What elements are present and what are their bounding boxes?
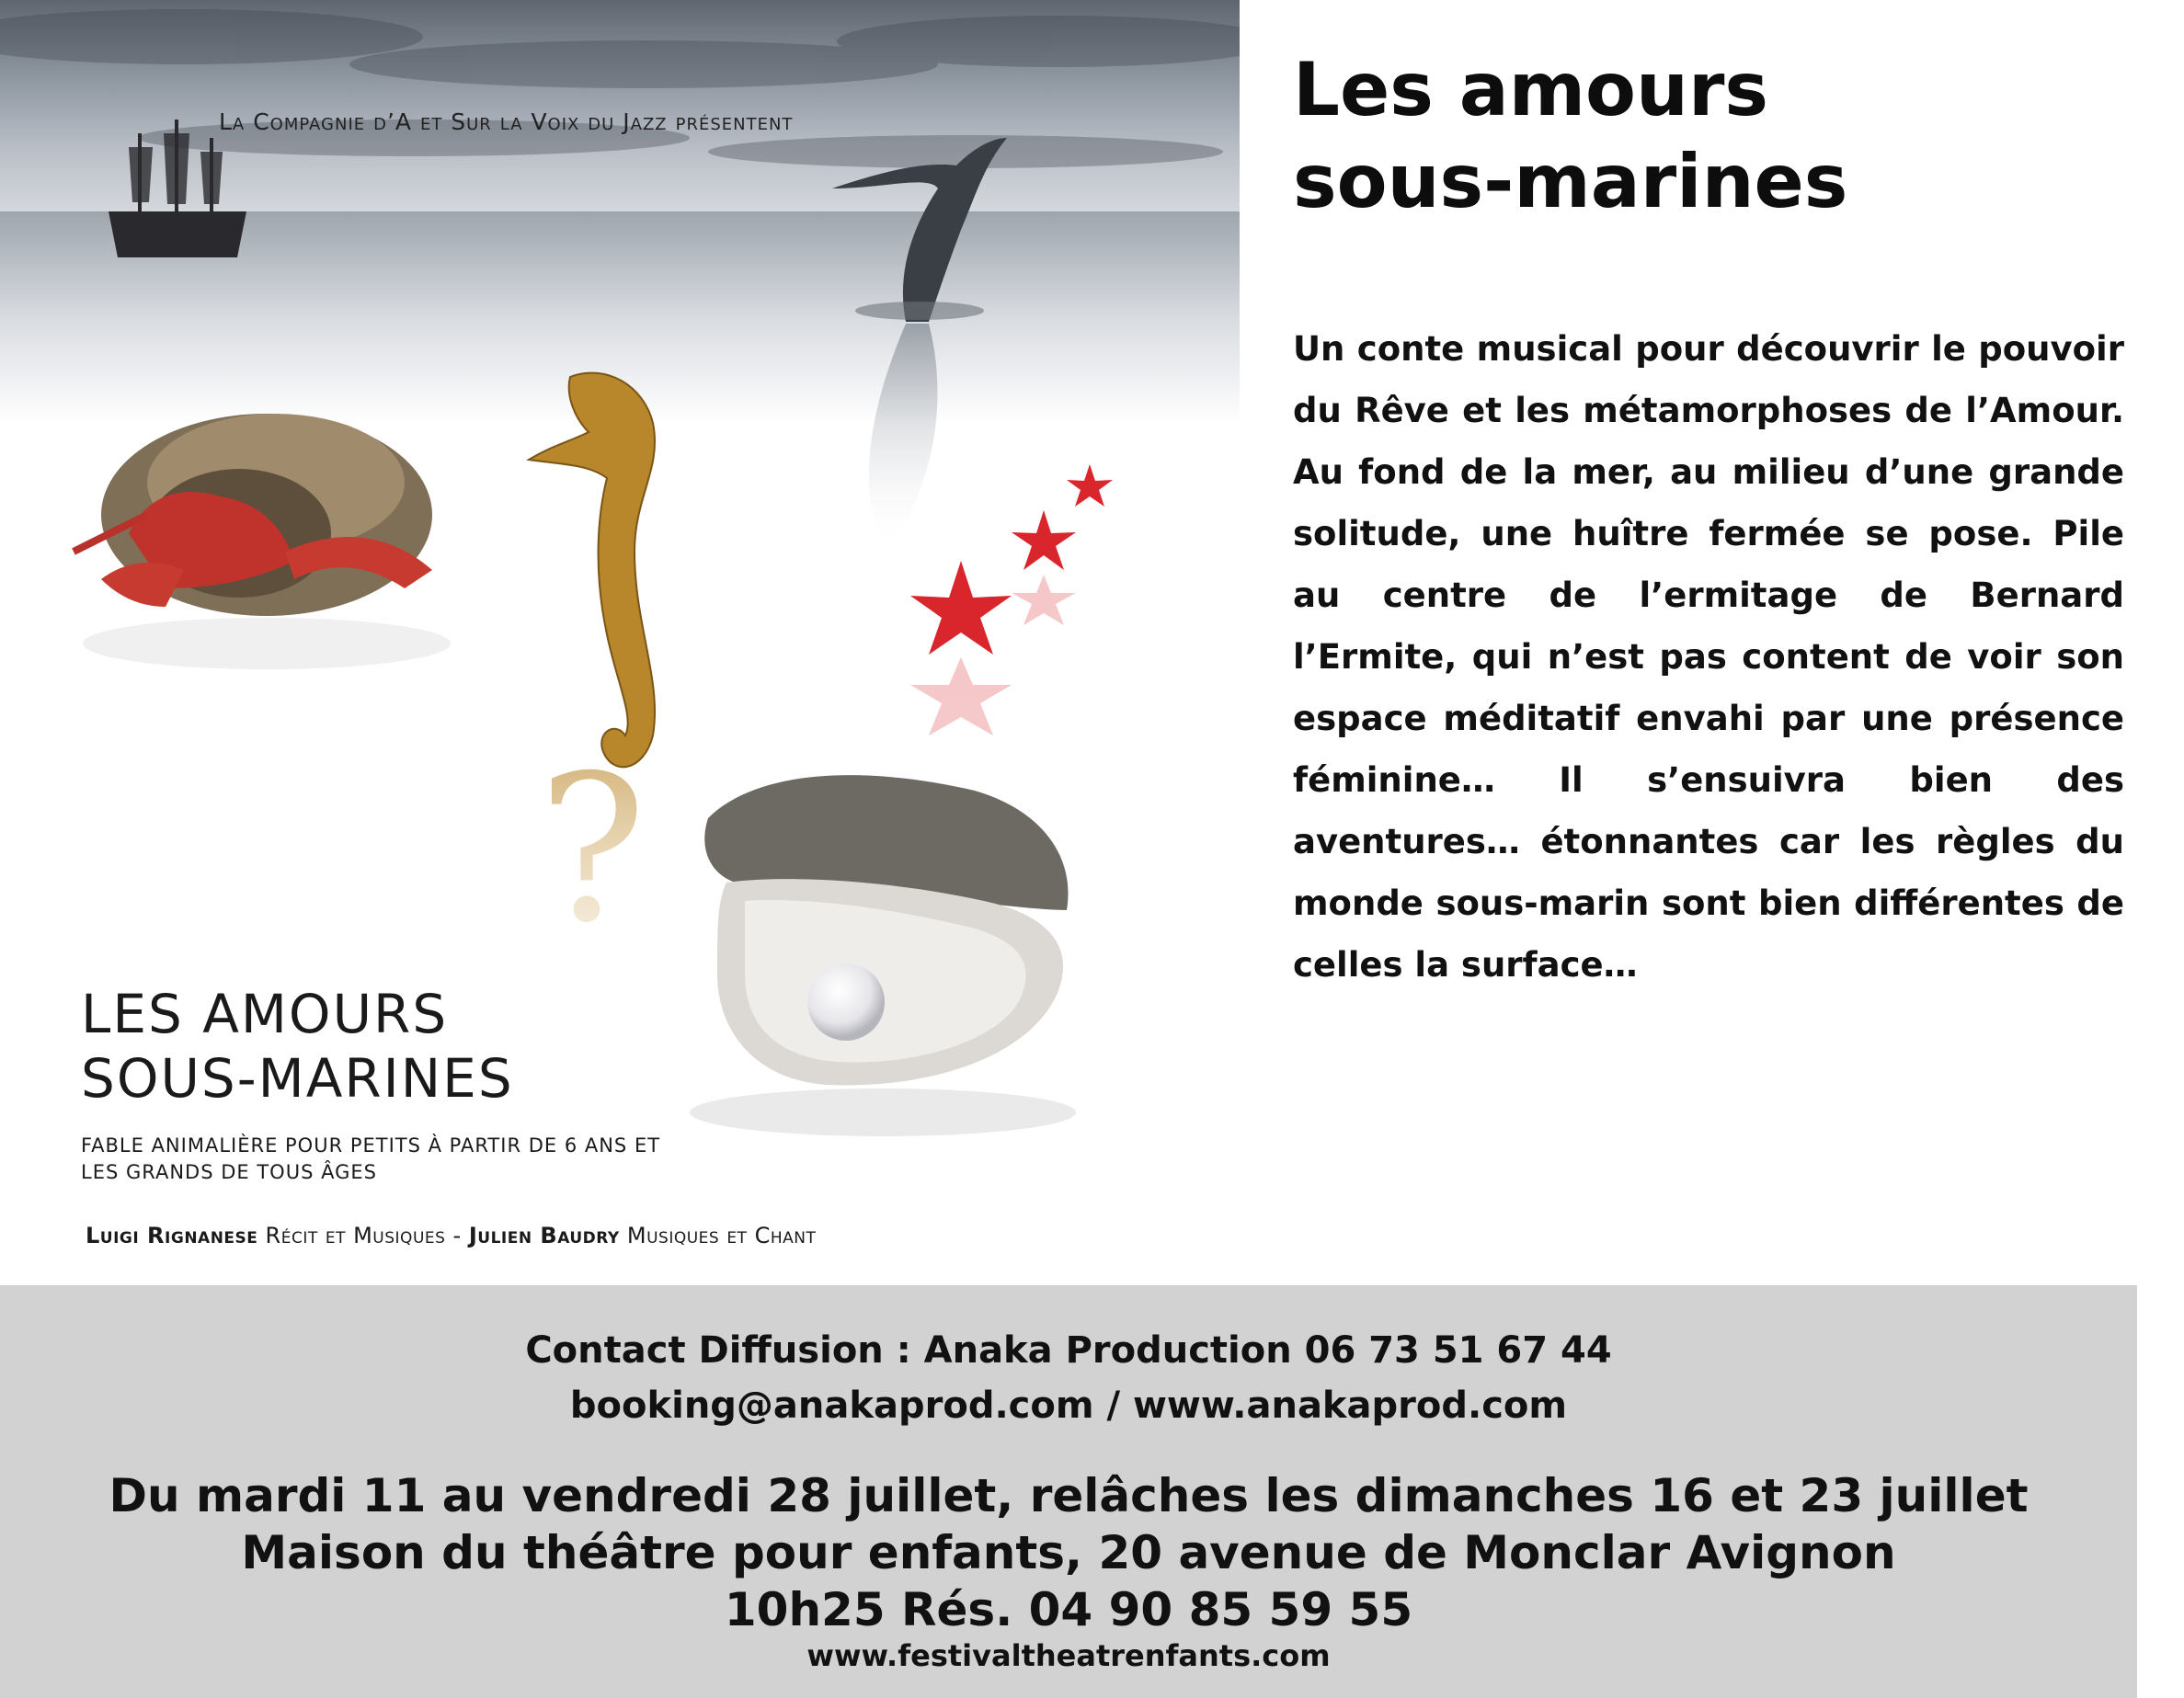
contact-line: Contact Diffusion : Anaka Production 06 73 51 67 44: [525, 1329, 1612, 1372]
description-paragraph: Un conte musical pour découvrir le pouvoir du Rêve et les métamorphoses de l’Amour. Au fond de la mer, au milieu d’une grande solitude, une huître fermée se pose. Pile au centre de l’ermitage de Bernard l’Ermite, qui n’est pas content de voir son espace méditatif envahi par une présence féminine… Il s’ensuivra bien des aventures… étonnantes car les règles du monde sous-marin sont bien différentes de celles la surface…: [1293, 329, 2124, 985]
oyster-illustration: [690, 775, 1076, 1136]
question-mark-reflection: ?: [538, 732, 646, 967]
venue-line: Maison du théâtre pour enfants, 20 avenue de Monclar Avignon: [241, 1526, 1896, 1579]
hermit-crab-illustration: [74, 414, 451, 669]
starfish-illustration: [910, 464, 1113, 735]
poster-subtitle: FABLE ANIMALIÈRE POUR PETITS À PARTIR DE 6 ANS ET LES GRANDS DE TOUS ÂGES: [81, 1134, 661, 1183]
poster-title-line1: LES AMOURS: [81, 983, 449, 1045]
credit2-name: Julien Baudry: [468, 1223, 620, 1248]
seahorse-illustration: [529, 373, 655, 768]
page-title: [1293, 44, 1847, 228]
poster-image: [0, 0, 1240, 1285]
festival-link: www.festivaltheatrenfants.com: [806, 1638, 1331, 1673]
links-line: booking@anakaprod.com / www.anakaprod.com: [569, 1385, 1568, 1427]
poster-title-line2: SOUS-MARINES: [81, 1047, 514, 1110]
time-line: 10h25 Rés. 04 90 85 59 55: [724, 1583, 1413, 1636]
poster-title: [81, 982, 514, 1111]
page-title-line2: sous-marines: [1293, 139, 1848, 224]
credit1-name: Luigi Rignanese: [86, 1223, 258, 1248]
credits-line: [86, 1223, 816, 1248]
page-title-line1: Les amours: [1293, 47, 1769, 132]
credit2-role: Musiques et Chant: [619, 1223, 817, 1248]
presenters-line: La Compagnie d’A et Sur la Voix du Jazz présentent: [219, 108, 794, 135]
dates-line: Du mardi 11 au vendredi 28 juillet, relâches les dimanches 16 et 23 juillet: [109, 1469, 2029, 1522]
credit1-role: Récit et Musiques -: [257, 1223, 469, 1248]
footer-panel: [0, 1285, 2137, 1698]
pearl: [807, 963, 885, 1041]
